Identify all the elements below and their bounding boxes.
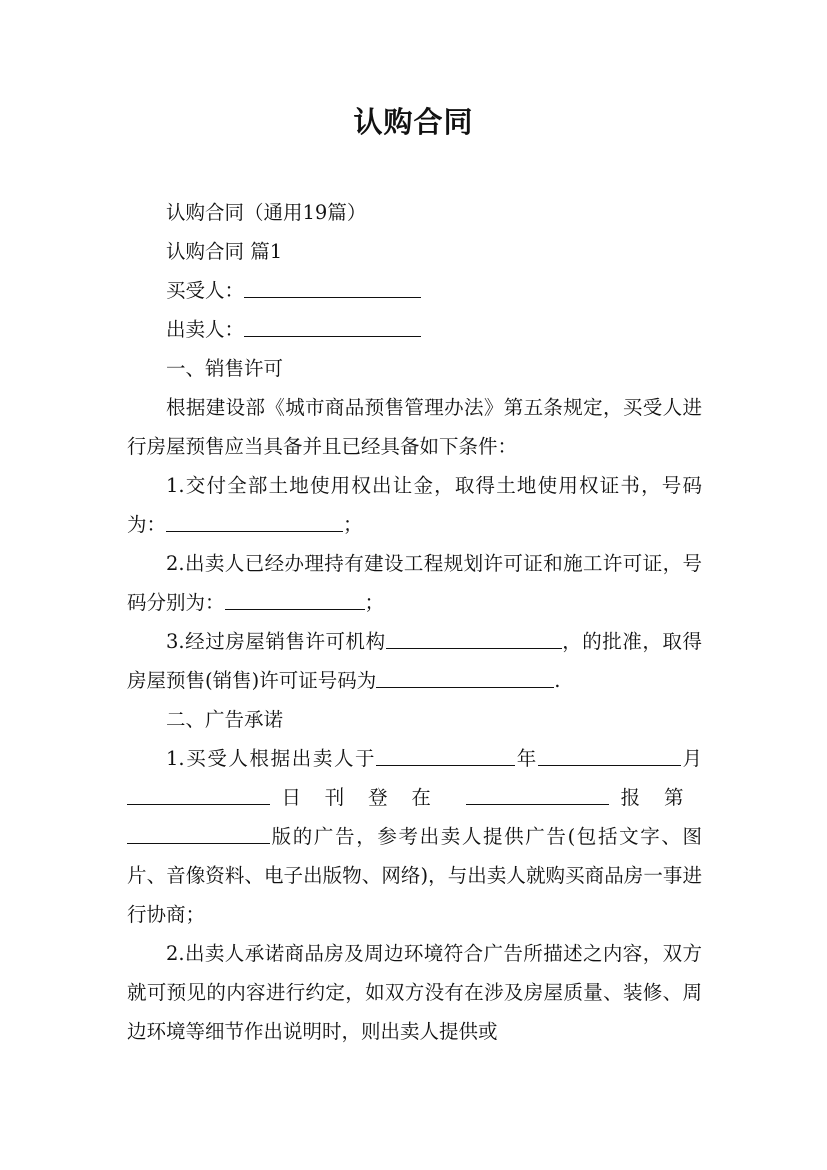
month-label: 月 — [680, 747, 702, 770]
item-3-text: 3.经过房屋销售许可机构 — [166, 630, 386, 653]
item-1-text: 1.交付全部土地使用权出让金，取得土地使用权证书，号码为： — [127, 474, 702, 536]
paragraph-item-1 — [127, 466, 702, 544]
paragraph-ad-item-1 — [127, 739, 702, 934]
buyer-label: 买受人： — [166, 279, 245, 302]
section-ad-commitment: 二、广告承诺 — [166, 708, 284, 731]
seller-label: 出卖人： — [166, 318, 245, 341]
day-label: 日刊登在 — [281, 786, 455, 809]
item-3-end: . — [554, 669, 561, 692]
permit-number-blank — [225, 589, 365, 610]
license-authority-blank — [386, 628, 562, 649]
edition-blank — [127, 823, 270, 844]
paragraph-regulation: 根据建设部《城市商品预售管理办法》第五条规定，买受人进行房屋预售应当具备并且已经具备如下条件： — [127, 396, 702, 458]
item-2-end: ； — [364, 591, 385, 614]
paragraph-item-2 — [127, 544, 702, 622]
month-value-blank — [538, 745, 681, 766]
seller-blank — [244, 316, 421, 337]
ad-item-1-text: 1.买受人根据出卖人于 — [166, 747, 377, 770]
ad-item-1-rest: 版的广告，参考出卖人提供广告(包括文字、图片、音像资料、电子出版物、网络)，与出卖人就购买商品房一事进行协商； — [127, 825, 702, 926]
newspaper-label: 报第 — [620, 786, 702, 809]
paragraph-seller — [127, 310, 702, 349]
document-body — [127, 193, 702, 1051]
paragraph-item-3 — [127, 622, 702, 700]
buyer-blank — [244, 277, 421, 298]
paragraph-heading-collection: 认购合同（通用19篇） — [166, 201, 367, 224]
day-blank — [127, 784, 270, 805]
paragraph-buyer — [127, 271, 702, 310]
document-title: 认购合同 — [353, 105, 474, 139]
newspaper-blank — [466, 784, 609, 805]
item-1-end: ； — [343, 513, 363, 536]
paragraph-ad-item-2: 2.出卖人承诺商品房及周边环境符合广告所描述之内容，双方就可预见的内容进行约定，如双方没有在涉及房屋质量、装修、周边环境等细节作出说明时，则出卖人提供或 — [127, 942, 702, 1043]
section-sales-license: 一、销售许可 — [166, 357, 284, 380]
year-label: 年 — [515, 747, 538, 770]
paragraph-heading-part1: 认购合同 篇1 — [166, 240, 283, 263]
year-blank — [376, 745, 515, 766]
land-cert-blank — [166, 511, 343, 532]
item-2-text: 2.出卖人已经办理持有建设工程规划许可证和施工许可证，号码分别为： — [127, 552, 702, 614]
presale-license-blank — [376, 667, 554, 688]
item-3-text-2: ，的批准，取得房屋预售(销售)许可证号码为 — [127, 630, 702, 692]
